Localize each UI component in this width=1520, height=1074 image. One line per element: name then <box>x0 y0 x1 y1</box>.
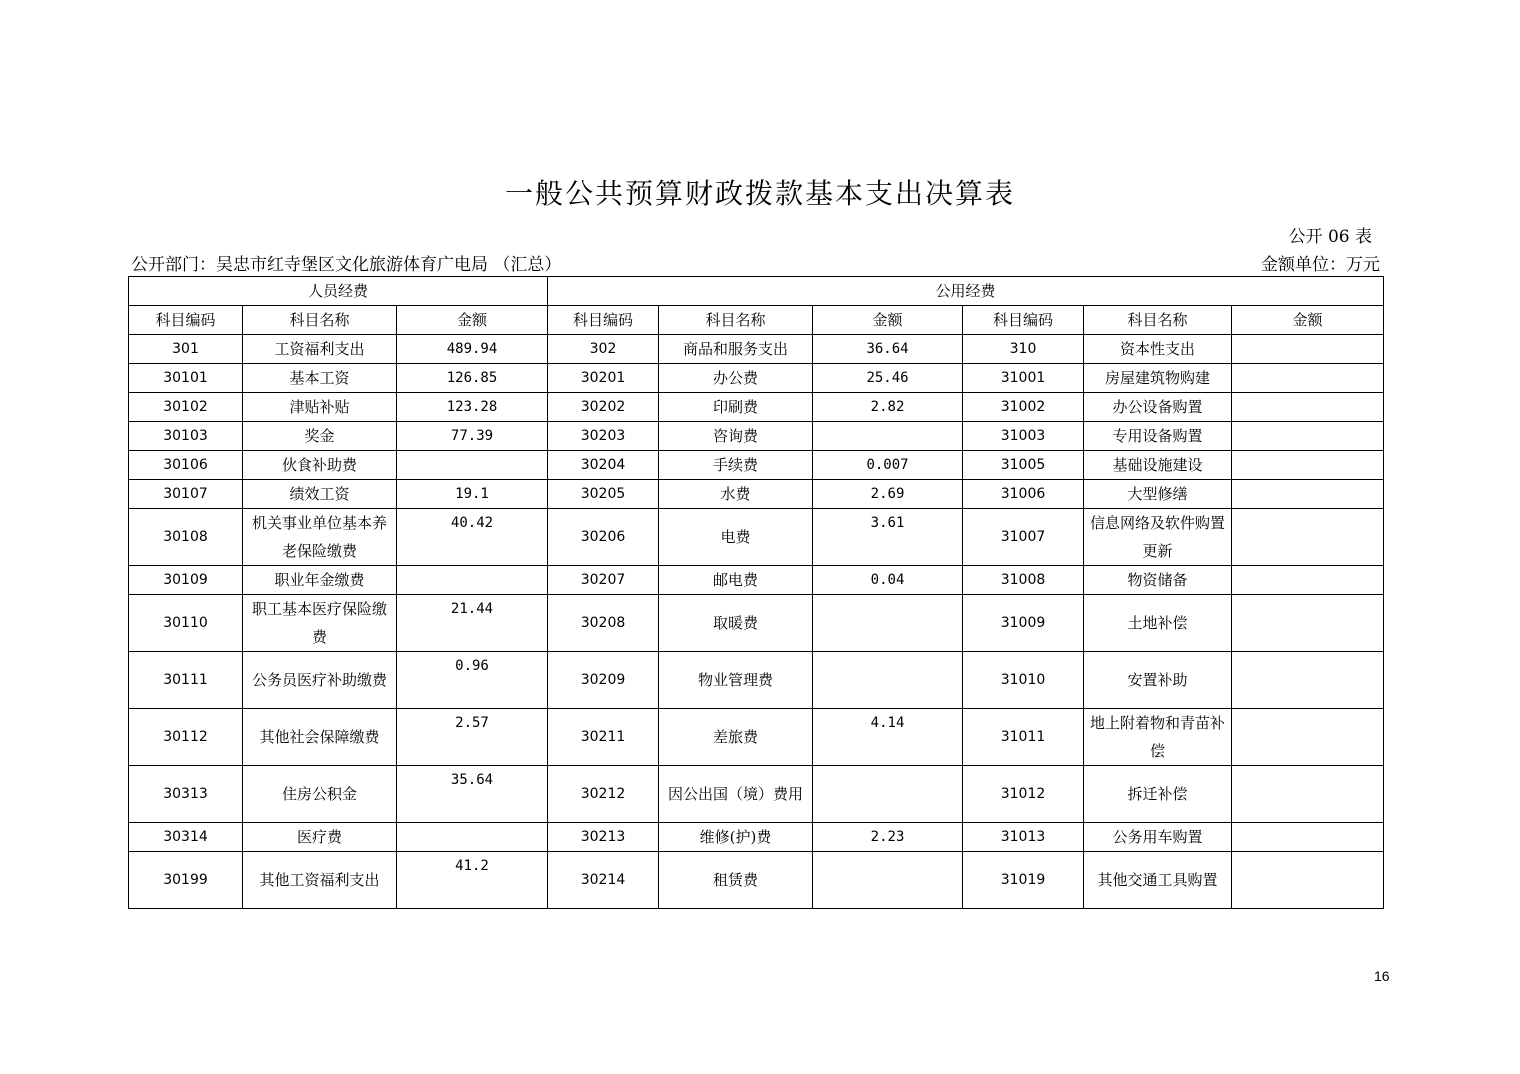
table-cell: 职业年金缴费 <box>243 566 397 595</box>
form-number: 公开 06 表 <box>1288 227 1372 247</box>
table-cell: 因公出国（境）费用 <box>659 766 813 823</box>
table-cell: 基本工资 <box>243 364 397 393</box>
table-cell: 拆迁补偿 <box>1084 766 1232 823</box>
table-cell <box>813 652 963 709</box>
table-cell: 0.007 <box>813 451 963 480</box>
table-cell: 30201 <box>548 364 659 393</box>
table-cell: 31007 <box>963 509 1084 566</box>
table-cell <box>1232 422 1384 451</box>
table-cell: 0.04 <box>813 566 963 595</box>
page-title: 一般公共预算财政拨款基本支出决算表 <box>504 177 1015 210</box>
table-cell: 专用设备购置 <box>1084 422 1232 451</box>
column-header: 科目名称 <box>659 306 813 335</box>
table-cell: 资本性支出 <box>1084 335 1232 364</box>
group-header-public: 公用经费 <box>548 277 1384 306</box>
table-cell: 31012 <box>963 766 1084 823</box>
table-cell: 30205 <box>548 480 659 509</box>
table-row <box>129 451 1384 480</box>
table-cell: 310 <box>963 335 1084 364</box>
table-cell <box>1232 766 1384 823</box>
table-row <box>129 823 1384 852</box>
table-cell <box>397 823 548 852</box>
table-cell: 4.14 <box>813 709 963 766</box>
table-cell: 取暖费 <box>659 595 813 652</box>
table-cell: 31019 <box>963 852 1084 909</box>
column-header: 科目编码 <box>548 306 659 335</box>
table-cell: 基础设施建设 <box>1084 451 1232 480</box>
table-cell: 21.44 <box>397 595 548 652</box>
table-cell: 房屋建筑物购建 <box>1084 364 1232 393</box>
table-cell <box>1232 709 1384 766</box>
table-row <box>129 335 1384 364</box>
table-row <box>129 480 1384 509</box>
table-cell: 3.61 <box>813 509 963 566</box>
table-cell <box>813 852 963 909</box>
table-cell: 差旅费 <box>659 709 813 766</box>
table-cell: 奖金 <box>243 422 397 451</box>
table-cell: 工资福利支出 <box>243 335 397 364</box>
table-cell: 31013 <box>963 823 1084 852</box>
table-cell: 医疗费 <box>243 823 397 852</box>
table-cell: 租赁费 <box>659 852 813 909</box>
table-cell: 40.42 <box>397 509 548 566</box>
expenditure-table <box>128 276 1384 909</box>
table-row <box>129 364 1384 393</box>
table-row <box>129 652 1384 709</box>
table-row <box>129 766 1384 823</box>
table-cell: 水费 <box>659 480 813 509</box>
table-cell: 其他工资福利支出 <box>243 852 397 909</box>
table-cell: 31011 <box>963 709 1084 766</box>
table-cell: 301 <box>129 335 243 364</box>
table-cell <box>813 766 963 823</box>
table-cell <box>1232 566 1384 595</box>
table-cell: 30313 <box>129 766 243 823</box>
table-cell: 41.2 <box>397 852 548 909</box>
column-header: 金额 <box>813 306 963 335</box>
table-row <box>129 709 1384 766</box>
table-cell <box>1232 595 1384 652</box>
table-cell: 30108 <box>129 509 243 566</box>
table-row <box>129 595 1384 652</box>
table-cell: 123.28 <box>397 393 548 422</box>
table-cell <box>813 595 963 652</box>
table-cell: 30107 <box>129 480 243 509</box>
table-cell: 30206 <box>548 509 659 566</box>
table-cell <box>1232 509 1384 566</box>
column-header: 科目名称 <box>1084 306 1232 335</box>
table-cell: 126.85 <box>397 364 548 393</box>
table-cell: 30314 <box>129 823 243 852</box>
table-cell: 土地补偿 <box>1084 595 1232 652</box>
column-header: 科目编码 <box>963 306 1084 335</box>
table-cell <box>1232 364 1384 393</box>
table-cell <box>1232 451 1384 480</box>
table-cell: 35.64 <box>397 766 548 823</box>
department-label: 公开部门：吴忠市红寺堡区文化旅游体育广电局 （汇总） <box>131 255 562 275</box>
group-header-personnel: 人员经费 <box>129 277 548 306</box>
table-row <box>129 509 1384 566</box>
table-cell: 31006 <box>963 480 1084 509</box>
table-cell <box>1232 852 1384 909</box>
table-cell <box>1232 393 1384 422</box>
table-cell: 伙食补助费 <box>243 451 397 480</box>
table-cell <box>397 451 548 480</box>
table-cell <box>1232 652 1384 709</box>
table-cell <box>813 422 963 451</box>
table-cell: 31002 <box>963 393 1084 422</box>
table-cell: 手续费 <box>659 451 813 480</box>
table-cell: 大型修缮 <box>1084 480 1232 509</box>
table-cell: 30209 <box>548 652 659 709</box>
table-cell: 30109 <box>129 566 243 595</box>
table-cell: 津贴补贴 <box>243 393 397 422</box>
table-cell: 30211 <box>548 709 659 766</box>
table-cell: 30214 <box>548 852 659 909</box>
table-row <box>129 852 1384 909</box>
table-cell: 31005 <box>963 451 1084 480</box>
table-cell: 公务员医疗补助缴费 <box>243 652 397 709</box>
amount-unit-label: 金额单位：万元 <box>1261 255 1380 275</box>
table-cell: 其他社会保障缴费 <box>243 709 397 766</box>
table-cell: 绩效工资 <box>243 480 397 509</box>
table-cell: 公务用车购置 <box>1084 823 1232 852</box>
table-cell: 维修(护)费 <box>659 823 813 852</box>
table-cell: 邮电费 <box>659 566 813 595</box>
table-cell: 30110 <box>129 595 243 652</box>
table-cell: 其他交通工具购置 <box>1084 852 1232 909</box>
table-cell: 30208 <box>548 595 659 652</box>
table-cell <box>1232 480 1384 509</box>
table-row <box>129 566 1384 595</box>
table-cell: 2.57 <box>397 709 548 766</box>
table-cell: 19.1 <box>397 480 548 509</box>
table-cell <box>1232 335 1384 364</box>
table-cell: 30212 <box>548 766 659 823</box>
table-cell: 30213 <box>548 823 659 852</box>
table-cell: 机关事业单位基本养老保险缴费 <box>243 509 397 566</box>
column-header: 科目名称 <box>243 306 397 335</box>
column-header: 金额 <box>397 306 548 335</box>
column-header: 金额 <box>1232 306 1384 335</box>
page-number: 16 <box>1374 968 1390 984</box>
table-cell: 30101 <box>129 364 243 393</box>
table-cell: 30111 <box>129 652 243 709</box>
table-cell: 2.82 <box>813 393 963 422</box>
table-cell: 31009 <box>963 595 1084 652</box>
table-cell: 30199 <box>129 852 243 909</box>
table-cell: 30204 <box>548 451 659 480</box>
table-cell <box>1232 823 1384 852</box>
table-cell: 安置补助 <box>1084 652 1232 709</box>
table-cell: 30106 <box>129 451 243 480</box>
table-cell: 302 <box>548 335 659 364</box>
table-cell: 2.23 <box>813 823 963 852</box>
table-row <box>129 393 1384 422</box>
table-cell: 31010 <box>963 652 1084 709</box>
table-cell: 0.96 <box>397 652 548 709</box>
column-header: 科目编码 <box>129 306 243 335</box>
table-cell: 印刷费 <box>659 393 813 422</box>
table-cell: 30203 <box>548 422 659 451</box>
table-cell: 住房公积金 <box>243 766 397 823</box>
table-cell <box>397 566 548 595</box>
table-cell: 职工基本医疗保险缴费 <box>243 595 397 652</box>
table-cell: 办公设备购置 <box>1084 393 1232 422</box>
table-cell: 30103 <box>129 422 243 451</box>
table-row <box>129 422 1384 451</box>
table-cell: 31008 <box>963 566 1084 595</box>
table-cell: 30207 <box>548 566 659 595</box>
table-cell: 31003 <box>963 422 1084 451</box>
table-cell: 489.94 <box>397 335 548 364</box>
table-cell: 25.46 <box>813 364 963 393</box>
table-cell: 物业管理费 <box>659 652 813 709</box>
table-cell: 2.69 <box>813 480 963 509</box>
table-cell: 30112 <box>129 709 243 766</box>
table-cell: 30202 <box>548 393 659 422</box>
table-cell: 36.64 <box>813 335 963 364</box>
table-cell: 办公费 <box>659 364 813 393</box>
table-cell: 咨询费 <box>659 422 813 451</box>
table-cell: 信息网络及软件购置更新 <box>1084 509 1232 566</box>
table-cell: 77.39 <box>397 422 548 451</box>
table-cell: 电费 <box>659 509 813 566</box>
table-cell: 地上附着物和青苗补偿 <box>1084 709 1232 766</box>
table-cell: 物资储备 <box>1084 566 1232 595</box>
table-cell: 31001 <box>963 364 1084 393</box>
table-cell: 30102 <box>129 393 243 422</box>
table-cell: 商品和服务支出 <box>659 335 813 364</box>
